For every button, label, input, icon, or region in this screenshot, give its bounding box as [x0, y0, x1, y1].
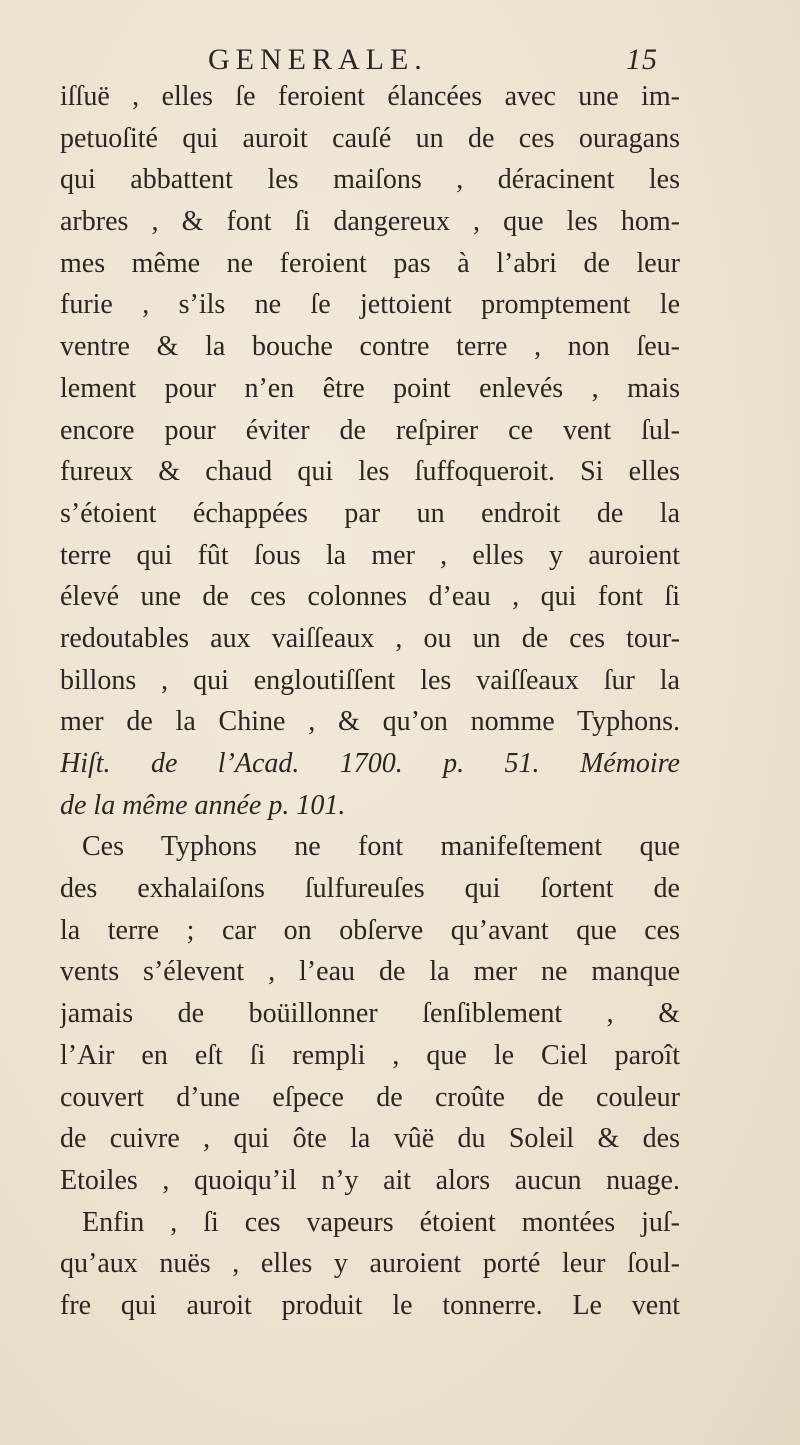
body-text	[60, 76, 680, 1327]
text-line: mes même ne feroient pas à l’abri de leur	[60, 247, 680, 279]
text-line: iſſuë , elles ſe feroient élancées avec une im-	[60, 81, 680, 112]
page-number: 15	[626, 43, 658, 76]
text-line: qu’aux nuës , elles y auroient porté leur ſoul-	[60, 1248, 680, 1280]
text-line: l’Air en eſt ſi rempli , que le Ciel paroît	[60, 1039, 680, 1071]
text-line: élevé une de ces colonnes d’eau , qui font ſi	[60, 581, 680, 613]
text-line: la terre ; car on obſerve qu’avant que ces	[60, 914, 680, 946]
text-line: s’étoient échappées par un endroit de la	[60, 497, 680, 529]
text-line: fureux & chaud qui les ſuffoqueroit. Si elles	[60, 456, 680, 488]
text-line: billons , qui engloutiſſent les vaiſſeaux ſur la	[60, 664, 680, 696]
text-line: jamais de boüillonner ſenſiblement , &	[60, 998, 680, 1030]
text-line: Hiſt. de l’Acad. 1700. p. 51. Mémoire	[60, 748, 680, 779]
text-line: fre qui auroit produit le tonnerre. Le vent	[60, 1289, 680, 1321]
text-line: vents s’élevent , l’eau de la mer ne manque	[60, 956, 680, 988]
text-line: petuoſité qui auroit cauſé un de ces ouragans	[60, 122, 680, 154]
text-line: ventre & la bouche contre terre , non ſeu-	[60, 331, 680, 363]
text-line: lement pour n’en être point enlevés , mais	[60, 372, 680, 404]
text-line: furie , s’ils ne ſe jettoient promptement le	[60, 289, 680, 321]
text-line: mer de la Chine , & qu’on nomme Typhons.	[60, 706, 680, 738]
text-line: Etoiles , quoiqu’il n’y ait alors aucun nuage.	[60, 1164, 680, 1196]
text-line: couvert d’une eſpece de croûte de couleur	[60, 1081, 680, 1113]
text-line: encore pour éviter de reſpirer ce vent ſul-	[60, 414, 680, 446]
text-line: de la même année p. 101.	[60, 789, 346, 821]
text-line: de cuivre , qui ôte la vûë du Soleil & des	[60, 1123, 680, 1155]
text-line: des exhalaiſons ſulfureuſes qui ſortent de	[60, 873, 680, 905]
text-line: Enfin , ſi ces vapeurs étoient montées juſ-	[82, 1206, 680, 1238]
running-title: GENERALE.	[208, 43, 428, 76]
text-line: redoutables aux vaiſſeaux , ou un de ces tour-	[60, 622, 680, 654]
text-line: arbres , & font ſi dangereux , que les hom-	[60, 206, 680, 238]
text-line: terre qui fût ſous la mer , elles y auroient	[60, 539, 680, 571]
text-line: qui abbattent les maiſons , déracinent les	[60, 164, 680, 196]
text-line: Ces Typhons ne font manifeſtement que	[82, 831, 680, 863]
